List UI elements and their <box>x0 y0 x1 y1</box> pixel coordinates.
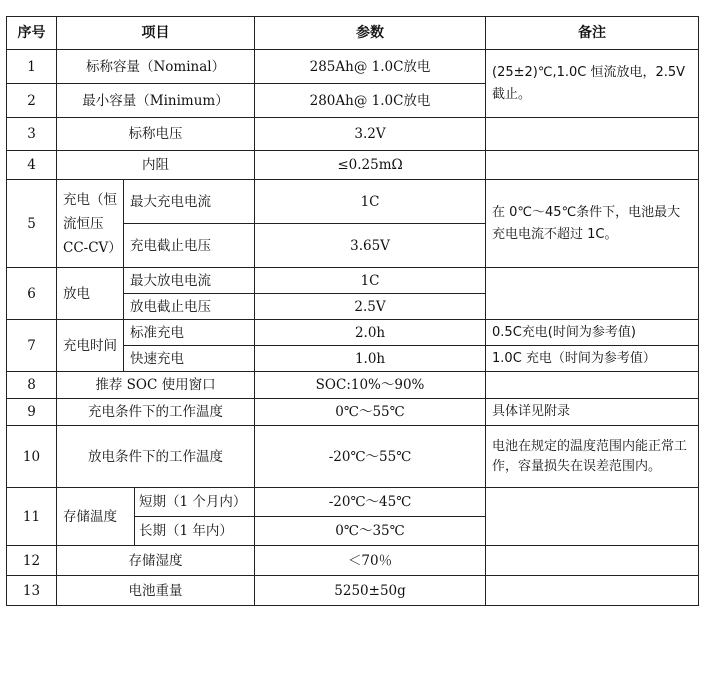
table-row <box>7 399 699 426</box>
row-param: 285Ah@ 1.0C放电 <box>255 50 486 84</box>
row-seq: 11 <box>7 488 57 546</box>
row-param: ＜70％ <box>255 546 486 576</box>
table-row <box>7 118 699 151</box>
row-item: 最小容量（Minimum） <box>57 84 255 118</box>
header-row <box>7 17 699 50</box>
row-param: -20℃～55℃ <box>255 426 486 488</box>
row-item: 标称电压 <box>57 118 255 151</box>
header-note: 备注 <box>486 17 699 50</box>
row-seq: 7 <box>7 320 57 372</box>
row-sub-label: 充电截止电压 <box>124 224 255 268</box>
row-param: 1C <box>255 268 486 294</box>
row-item: 充电（恒流恒压CC-CV） <box>57 180 124 268</box>
table-row <box>7 488 699 517</box>
row-param: 3.2V <box>255 118 486 151</box>
row-seq: 2 <box>7 84 57 118</box>
table-row <box>7 372 699 399</box>
row-note-empty <box>486 268 699 320</box>
table-row <box>7 268 699 294</box>
row-param: 280Ah@ 1.0C放电 <box>255 84 486 118</box>
row-param: 1.0h <box>255 346 486 372</box>
note-charge-time-fast: 1.0C 充电（时间为参考值） <box>486 346 699 372</box>
row-sub-label: 标准充电 <box>124 320 255 346</box>
row-seq: 3 <box>7 118 57 151</box>
row-note-empty <box>486 546 699 576</box>
row-param: 2.0h <box>255 320 486 346</box>
table-row <box>7 320 699 346</box>
row-note-empty <box>486 576 699 606</box>
row-item: 存储湿度 <box>57 546 255 576</box>
row-sub-label: 快速充电 <box>124 346 255 372</box>
row-param: 0℃～55℃ <box>255 399 486 426</box>
row-param: 2.5V <box>255 294 486 320</box>
row-sub-label: 长期（1 年内） <box>135 517 255 546</box>
row-note-empty <box>486 151 699 180</box>
row-seq: 12 <box>7 546 57 576</box>
table-row <box>7 151 699 180</box>
header-seq: 序号 <box>7 17 57 50</box>
row-sub-label: 放电截止电压 <box>124 294 255 320</box>
table-row <box>7 426 699 488</box>
row-seq: 13 <box>7 576 57 606</box>
table-row <box>7 576 699 606</box>
row-param: SOC:10%～90% <box>255 372 486 399</box>
row-seq: 9 <box>7 399 57 426</box>
row-sub-label: 短期（1 个月内） <box>135 488 255 517</box>
header-param: 参数 <box>255 17 486 50</box>
row-seq: 1 <box>7 50 57 84</box>
row-item: 放电条件下的工作温度 <box>57 426 255 488</box>
note-charge-time-standard: 0.5C充电(时间为参考值) <box>486 320 699 346</box>
table-row <box>7 50 699 84</box>
row-item: 充电时间 <box>57 320 124 372</box>
note-charge: 在 0℃～45℃条件下，电池最大充电电流不超过 1C。 <box>486 180 699 268</box>
row-note-empty <box>486 372 699 399</box>
row-item: 存储温度 <box>57 488 135 546</box>
row-param: ≤0.25mΩ <box>255 151 486 180</box>
row-item: 放电 <box>57 268 124 320</box>
row-param: -20℃～45℃ <box>255 488 486 517</box>
header-item: 项目 <box>57 17 255 50</box>
row-item: 标称容量（Nominal） <box>57 50 255 84</box>
spec-table <box>6 16 699 606</box>
note-capacity: (25±2)℃,1.0C 恒流放电，2.5V 截止。 <box>486 50 699 118</box>
row-seq: 6 <box>7 268 57 320</box>
row-param: 5250±50g <box>255 576 486 606</box>
row-seq: 4 <box>7 151 57 180</box>
row-seq: 5 <box>7 180 57 268</box>
row-item: 电池重量 <box>57 576 255 606</box>
row-seq: 10 <box>7 426 57 488</box>
row-sub-label: 最大放电电流 <box>124 268 255 294</box>
row-item: 推荐 SOC 使用窗口 <box>57 372 255 399</box>
note-charge-temp: 具体详见附录 <box>486 399 699 426</box>
table-row <box>7 180 699 224</box>
row-seq: 8 <box>7 372 57 399</box>
row-item: 充电条件下的工作温度 <box>57 399 255 426</box>
row-note-empty <box>486 488 699 546</box>
row-item: 内阻 <box>57 151 255 180</box>
note-discharge-temp: 电池在规定的温度范围内能正常工作，容量损失在误差范围内。 <box>486 426 699 488</box>
row-param: 3.65V <box>255 224 486 268</box>
table-row <box>7 546 699 576</box>
row-sub-label: 最大充电电流 <box>124 180 255 224</box>
row-param: 0℃～35℃ <box>255 517 486 546</box>
row-note-empty <box>486 118 699 151</box>
row-param: 1C <box>255 180 486 224</box>
